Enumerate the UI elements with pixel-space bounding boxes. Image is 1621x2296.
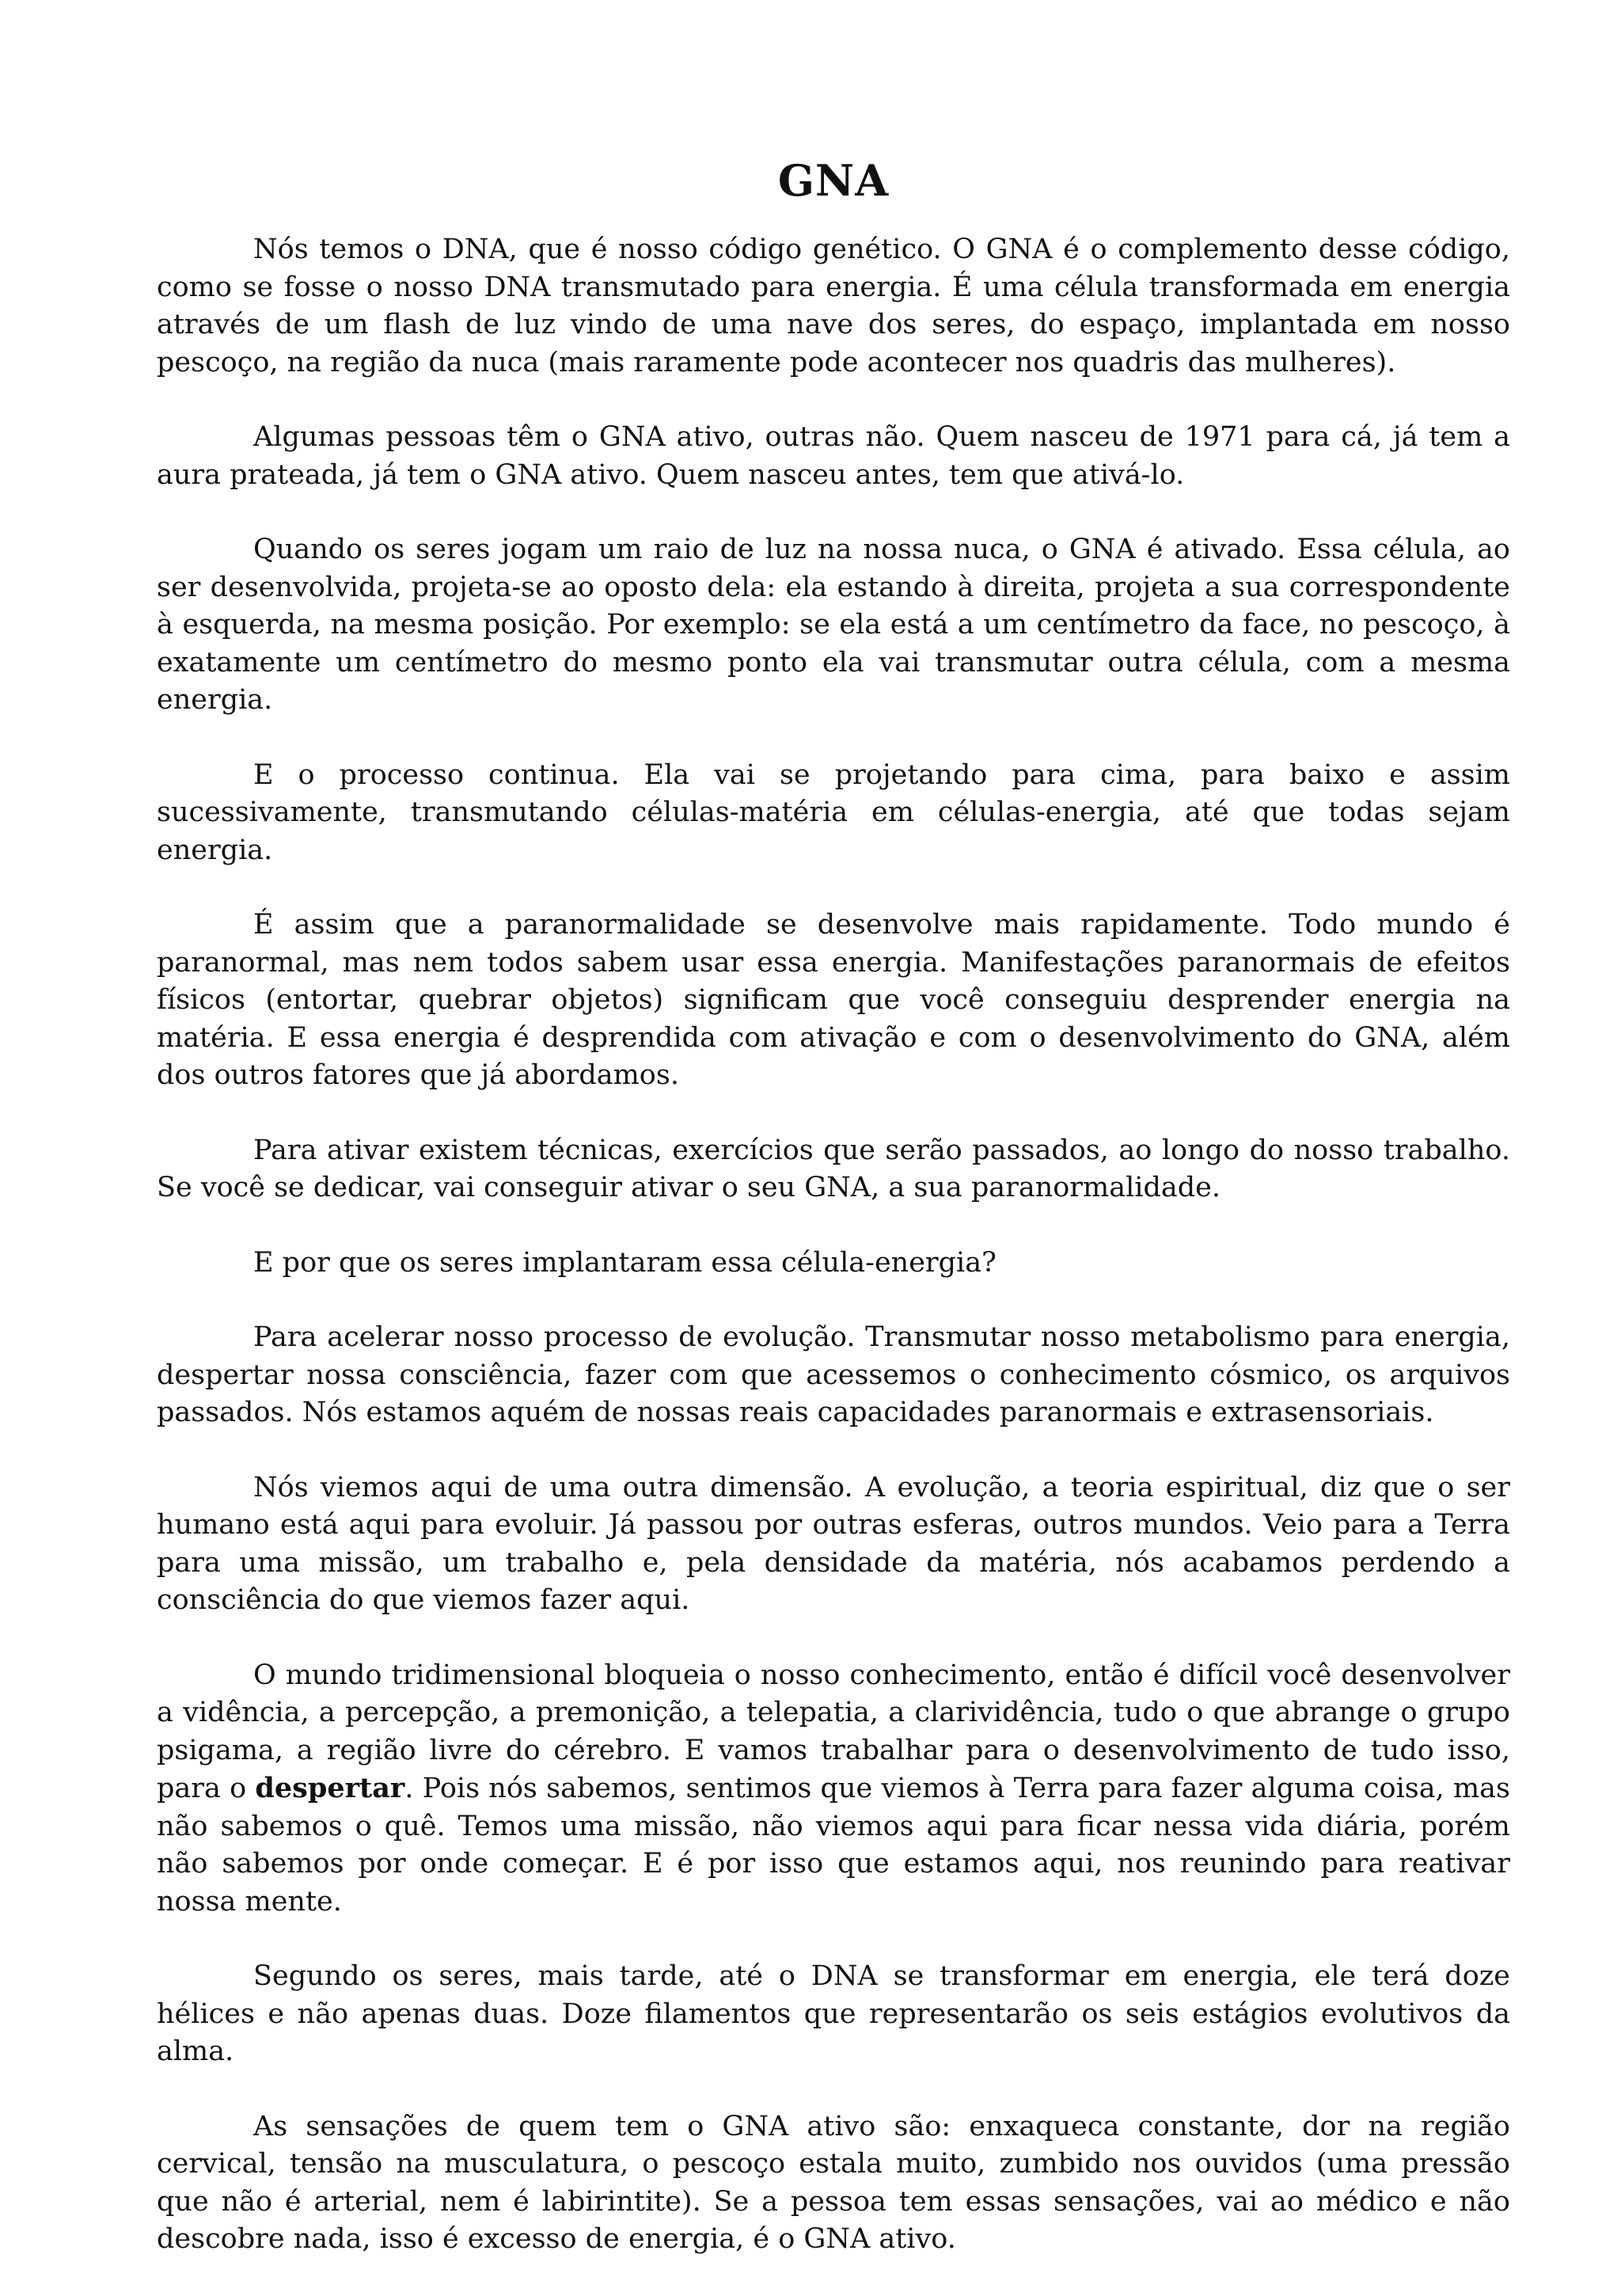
paragraph-10-text-after: . Pois nós sabemos, sentimos que viemos à Terra para fazer alguma coisa, mas não sabemos o quê. Temos uma missão, não viemos aqui para ficar nessa vida diária, porém não sabemos por onde começar. E é por isso que estamos aqui, nos reunindo para reativar nossa mente. [157,1773,1511,1918]
paragraph-3: Quando os seres jogam um raio de luz na nossa nuca, o GNA é ativado. Essa célula, ao ser desenvolvida, projeta-se ao oposto dela: ela estando à direita, projeta a sua correspondente à esquerda, na mesma posição. Por exemplo: se ela está a um centímetro da face, no pescoço, à exatamente um centímetro do mesmo ponto ela vai transmutar outra célula, com a mesma energia. [157,534,1510,716]
paragraph-5: É assim que a paranormalidade se desenvolve mais rapidamente. Todo mundo é paranormal, mas nem todos sabem usar essa energia. Manifestações paranormais de efeitos físicos (entortar, quebrar objetos) significam que você conseguiu desprender energia na matéria. E essa energia é desprendida com ativação e com o desenvolvimento do GNA, além dos outros fatores que já abordamos. [157,909,1510,1091]
paragraph-10 [157,1657,1510,1922]
paragraph-6: Para ativar existem técnicas, exercícios que serão passados, ao longo do nosso trabalho. Se você se dedicar, vai conseguir ativar o seu GNA, a sua paranormalidade. [157,1134,1510,1203]
paragraph-4: E o processo continua. Ela vai se projetando para cima, para baixo e assim sucessivamente, transmutando células-matéria em células-energia, até que todas sejam energia. [157,758,1510,866]
bold-word-despertar: despertar [255,1772,405,1804]
paragraph-8: Para acelerar nosso processo de evolução. Transmutar nosso metabolismo para energia, despertar nossa consciência, fazer com que acessemos o conhecimento cósmico, os arquivos passados. Nós estamos aquém de nossas reais capacidades paranormais e extrasensoriais. [157,1321,1510,1428]
paragraph-1: Nós temos o DNA, que é nosso código genético. O GNA é o complemento desse código, como se fosse o nosso DNA transmutado para energia. É uma célula transformada em energia através de um flash de luz vindo de uma nave dos seres, do espaço, implantada em nosso pescoço, na região da nuca (mais raramente pode acontecer nos quadris das mulheres). [157,234,1510,378]
paragraph-10-text-before: O mundo tridimensional bloqueia o nosso conhecimento, então é difícil você desenvolver a vidência, a percepção, a premonição, a telepatia, a clarividência, tudo o que abrange o grupo psigama, a região livre do cérebro. E vamos trabalhar para o desenvolvimento de tudo isso, para o [157,1659,1510,1804]
paragraph-11: Segundo os seres, mais tarde, até o DNA se transformar em energia, ele terá doze hélices e não apenas duas. Doze filamentos que representarão os seis estágios evolutivos da alma. [157,1960,1510,2067]
document-page [157,155,1510,2296]
paragraph-9: Nós viemos aqui de uma outra dimensão. A evolução, a teoria espiritual, diz que o ser humano está aqui para evoluir. Já passou por outras esferas, outros mundos. Veio para a Terra para uma missão, um trabalho e, pela densidade da matéria, nós acabamos perdendo a consciência do que viemos fazer aqui. [157,1471,1510,1616]
paragraph-12: As sensações de quem tem o GNA ativo são: enxaqueca constante, dor na região cervical, tensão na musculatura, o pescoço estala muito, zumbido nos ouvidos (uma pressão que não é arterial, nem é labirintite). Se a pessoa tem essas sensações, vai ao médico e não descobre nada, isso é excesso de energia, é o GNA ativo. [157,2110,1510,2255]
paragraph-2: Algumas pessoas têm o GNA ativo, outras não. Quem nasceu de 1971 para cá, já tem a aura prateada, já tem o GNA ativo. Quem nasceu antes, tem que ativá-lo. [157,421,1510,491]
paragraph-7: E por que os seres implantaram essa célula-energia? [253,1246,997,1279]
page-title: GNA [777,155,890,206]
